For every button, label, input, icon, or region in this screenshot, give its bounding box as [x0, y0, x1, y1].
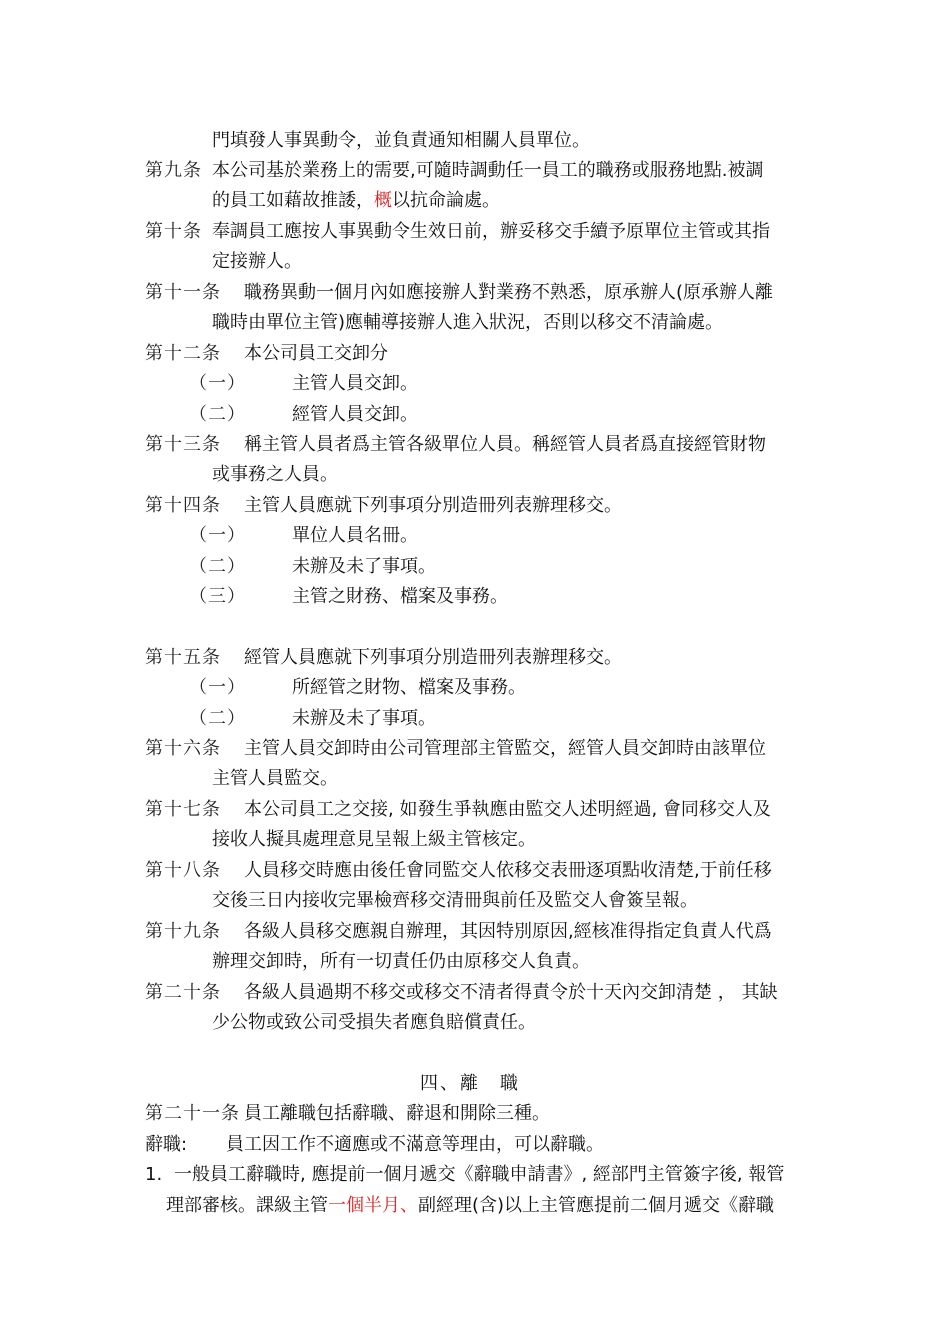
- article-11-label: 第十一条: [145, 282, 221, 303]
- article-14-item-3-text: 主管之財務、檔案及事務。: [292, 586, 508, 607]
- article-12-item-2-text: 經管人員交卸。: [292, 404, 418, 425]
- article-20-text-line1: 各級人員過期不移交或移交不清者得責令於十天內交卸清楚 ， 其缺: [244, 982, 778, 1003]
- article-9-text-line1: 本公司基於業務上的需要,可隨時調動任一員工的職務或服務地點.被調: [212, 160, 764, 181]
- article-14-item-2-text: 未辦及未了事項。: [292, 556, 436, 577]
- article-9-text-line2: [212, 189, 500, 213]
- article-21-text: 員工離職包括辭職、辭退和開除三種。: [244, 1103, 550, 1124]
- article-11-text-line2: 職時由單位主管)應輔導接辦人進入狀況，否則以移交不清論處。: [212, 312, 724, 333]
- article-16-label: 第十六条: [145, 738, 221, 759]
- article-12-text: 本公司員工交卸分: [244, 343, 388, 364]
- article-12-label: 第十二条: [145, 343, 221, 364]
- article-15-item-2-text: 未辦及未了事項。: [292, 708, 436, 729]
- article-15-item-1-num: （一）: [189, 677, 246, 698]
- item-1-text-line2: [166, 1194, 774, 1218]
- article-17-text-line1: 本公司員工之交接, 如發生爭執應由監交人述明經過, 會同移交人及: [244, 799, 771, 820]
- item-1-text-b: 副經理(含)以上主管應提前二個月遞交《辭職: [418, 1195, 775, 1216]
- article-18-text-line1: 人員移交時應由後任會同監交人依移交表冊逐項點收清楚,于前任移: [244, 860, 772, 881]
- article-11-text-line1: 職務異動一個月內如應接辦人對業務不熟悉，原承辦人(原承辦人離: [244, 282, 774, 303]
- article-16-text-line2: 主管人員監交。: [212, 768, 338, 789]
- article-10-text-line2: 定接辦人。: [212, 251, 302, 272]
- article-13-label: 第十三条: [145, 434, 221, 455]
- article-15-item-1-text: 所經管之財物、檔案及事務。: [292, 677, 526, 698]
- article-15-text: 經管人員應就下列事項分別造冊列表辦理移交。: [244, 647, 622, 668]
- article-8-continuation: 門填發人事異動令，並負責通知相關人員單位。: [212, 130, 590, 151]
- article-10-text-line1: 奉調員工應按人事異動令生效日前，辦妥移交手續予原單位主管或其指: [212, 221, 770, 242]
- article-20-label: 第二十条: [145, 982, 221, 1003]
- article-16-text-line1: 主管人員交卸時由公司管理部主管監交，經管人員交卸時由該單位: [244, 738, 766, 759]
- article-13-text-line2: 或事務之人員。: [212, 464, 338, 485]
- article-9-text-b: 以抗命論處。: [392, 190, 500, 211]
- article-18-text-line2: 交後三日内接收完畢檢齊移交清冊與前任及監交人會簽呈報。: [212, 890, 698, 911]
- article-10-label: 第十条: [145, 221, 202, 242]
- article-9-label: 第九条: [145, 160, 202, 181]
- article-14-label: 第十四条: [145, 495, 221, 516]
- article-14-item-2-num: （二）: [189, 556, 246, 577]
- article-12-item-1-num: （一）: [189, 373, 246, 394]
- article-19-label: 第十九条: [145, 921, 221, 942]
- article-17-label: 第十七条: [145, 799, 221, 820]
- article-14-item-1-num: （一）: [189, 525, 246, 546]
- item-1-text-a: 理部審核。課級主管: [166, 1195, 328, 1216]
- article-14-item-1-text: 單位人員名冊。: [292, 525, 418, 546]
- article-13-text-line1: 稱主管人員者爲主管各級單位人員。稱經管人員者爲直接經管財物: [244, 434, 766, 455]
- article-20-text-line2: 少公物或致公司受損失者應負賠償責任。: [212, 1012, 536, 1033]
- article-15-label: 第十五条: [145, 647, 221, 668]
- article-9-highlight: 概: [374, 190, 392, 211]
- article-19-text-line1: 各級人員移交應親自辦理，其因特別原因,經核准得指定負責人代爲: [244, 921, 772, 942]
- article-19-text-line2: 辦理交卸時，所有一切責任仍由原移交人負責。: [212, 951, 590, 972]
- article-17-text-line2: 接收人擬具處理意見呈報上級主管核定。: [212, 829, 536, 850]
- article-14-text: 主管人員應就下列事項分別造冊列表辦理移交。: [244, 495, 622, 516]
- item-1-num: 1.: [145, 1164, 163, 1185]
- resign-text: 員工因工作不適應或不滿意等理由，可以辭職。: [226, 1134, 604, 1155]
- item-1-highlight: 一個半月、: [328, 1195, 418, 1216]
- article-14-item-3-num: （三）: [189, 586, 246, 607]
- resign-label: 辭職:: [145, 1134, 188, 1155]
- article-21-label: 第二十一条: [145, 1103, 240, 1124]
- section-heading: 四、離 職: [420, 1073, 520, 1094]
- article-9-text-a: 的員工如藉故推諉，: [212, 190, 374, 211]
- article-12-item-2-num: （二）: [189, 404, 246, 425]
- article-12-item-1-text: 主管人員交卸。: [292, 373, 418, 394]
- article-15-item-2-num: （二）: [189, 708, 246, 729]
- item-1-text-line1: 一般員工辭職時, 應提前一個月遞交《辭職申請書》, 經部門主管簽字後, 報管: [174, 1164, 785, 1185]
- article-18-label: 第十八条: [145, 860, 221, 881]
